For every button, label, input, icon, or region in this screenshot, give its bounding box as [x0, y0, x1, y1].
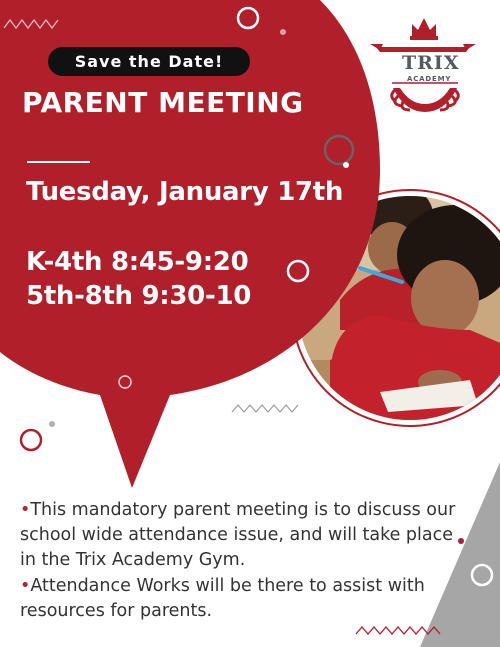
logo-name: TRIX: [402, 52, 460, 74]
zigzag-mid: [232, 405, 298, 412]
dot-top: [280, 29, 286, 35]
paragraph-2-text: Attendance Works will be there to assist with resources for parents.: [20, 576, 425, 621]
page-title: PARENT MEETING: [22, 86, 304, 119]
paragraph-2: [20, 574, 472, 624]
meeting-date: Tuesday, January 17th: [26, 177, 344, 207]
schedule-k-4: K-4th 8:45-9:20: [26, 247, 249, 277]
schedule-5-8: 5th-8th 9:30-10: [26, 281, 252, 311]
paragraph-1: [20, 498, 472, 573]
save-the-date-badge: Save the Date!: [48, 47, 250, 76]
dot-white: [343, 162, 349, 168]
ring-bottom-left: [21, 430, 41, 450]
bullet-icon: •: [20, 500, 31, 520]
dot-bottom-left: [49, 421, 55, 427]
logo-subtitle: ACADEMY: [407, 75, 452, 83]
bullet-icon: •: [20, 576, 31, 596]
paragraph-1-text: This mandatory parent meeting is to discuss our school wide attendance issue, and will take place in the Trix Academy Gym.: [20, 500, 456, 570]
